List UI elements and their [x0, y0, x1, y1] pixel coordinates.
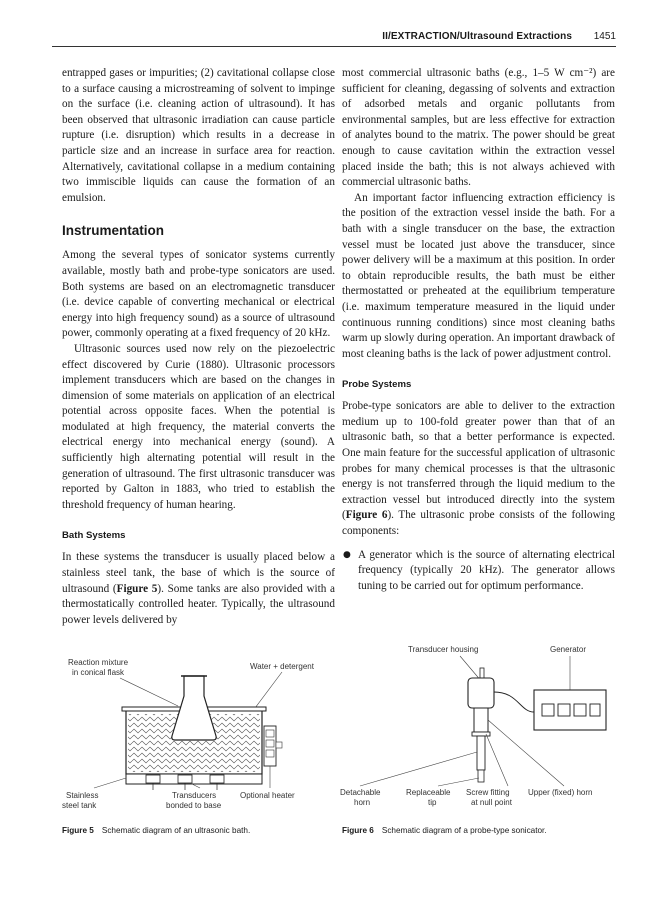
- bullet-icon: ●: [343, 549, 351, 560]
- label-null-point: at null point: [471, 798, 512, 807]
- running-title: II/EXTRACTION/Ultrasound Extractions: [382, 31, 572, 42]
- page-number: 1451: [593, 31, 616, 42]
- figure-5-caption-label: Figure 5: [62, 826, 94, 835]
- paragraph-continued: entrapped gases or impurities; (2) cavitational collapse close to a surface causing a microstreaming of solvent to impinge on the surface (i.e. cleaning action of ultrasound). It has been observed that ultrasonic irradiation can cause particle rupture (i.e. disruption) which results in a decrease in particle size and an increase in surface area for reaction. Alternatively, cavitational collapse in a medium containing two immiscible liquids can cause the formation of an emulsion.: [62, 67, 335, 204]
- figure-6-caption: [342, 826, 547, 835]
- figure-6-caption-text: Schematic diagram of a probe-type sonicator.: [381, 826, 547, 835]
- label-conical-flask: in conical flask: [72, 668, 125, 677]
- label-tip: tip: [428, 798, 437, 807]
- generator-display: [590, 704, 600, 716]
- generator-button: [542, 704, 554, 716]
- paragraph-bath-2: An important factor influencing extraction efficiency is the position of the extraction vessel inside the bath. For a bath with a single transducer on the base, the extraction vessel must be located just above the transducer, since power delivery will be a maximum at this position. In order to obtain reproducible results, the bath must be either thermostatted or preheated at the equilibrium temperature (i.e. maximum temperature measured in the liquid under continuous running conditions) since most cleaning baths warm up slowly during operation. An important drawback of most cleaning baths is the lack of power adjustment control.: [342, 191, 615, 360]
- paragraph-bath-continued: most commercial ultrasonic baths (e.g., 1–5 W cm⁻²) are sufficient for cleaning, degassing of solvents and extraction of adsorbed metals and organic pollutants from environmental samples, but are less effective for extraction of analytes bound to the matrix. The power should be great enough to cause cavitation within the extraction vessel placed inside the bath; this is not always achieved with commercial ultrasonic baths.: [342, 67, 615, 189]
- label-steel-tank: steel tank: [62, 801, 97, 810]
- housing-cap: [480, 668, 484, 678]
- label-detachable: Detachable: [340, 788, 381, 797]
- paragraph-instrumentation-2: Ultrasonic sources used now rely on the piezoelectric effect discovered by Curie (1880). Ultrasonic processors implement transducers which are based on the changes in dimension of some materials on application of an electrical potential across opposite faces. When the potential is modulated at high frequency, the material converts the electrical energy into mechanical energy (sound). A sufficiently high alternating potential will result in the generation of ultrasound. The first ultrasonic transducer was reported by Galton in 1883, who tried to establish the threshold frequency of human hearing.: [62, 342, 335, 511]
- label-bonded-to-base: bonded to base: [166, 801, 222, 810]
- text-run: ). The ultrasonic probe consists of the following components:: [342, 509, 615, 538]
- transducer: [178, 775, 192, 783]
- heater-connector: [276, 742, 282, 748]
- transducer-housing: [468, 678, 494, 708]
- text-run: Probe-type sonicators are able to deliver to the extraction medium up to 100-fold greater power than that of an ultrasonic bath, so that a better performance is expected. One main feature for the successful application of ultrasonic probes for many chemical processes is that the ultrasonic energy is not transferred through the liquid medium to the extraction vessel but introduced directly into the system (: [342, 400, 615, 522]
- transducer: [146, 775, 160, 783]
- subheading-probe-systems: Probe Systems: [342, 379, 412, 391]
- label-replaceable: Replaceable: [406, 788, 451, 797]
- text-run: ). Some tanks are also provided with a thermostatically controlled heater. Typically, the ultrasound power levels delivered by: [62, 582, 335, 626]
- heater-control: [266, 750, 274, 757]
- paragraph-probe-1: [342, 399, 615, 539]
- transducer: [210, 775, 224, 783]
- label-transducer-housing: Transducer housing: [408, 645, 479, 654]
- ultrasonic-bath-diagram: [60, 638, 340, 820]
- running-header: [0, 0, 668, 48]
- figure-5-reference[interactable]: Figure 5: [116, 582, 158, 595]
- detachable-horn: [477, 736, 485, 770]
- label-reaction-mixture: Reaction mixture: [68, 658, 129, 667]
- replaceable-tip: [478, 770, 484, 782]
- label-horn: horn: [354, 798, 371, 807]
- leader-line: [94, 778, 126, 788]
- probe-sonicator-diagram: [338, 638, 618, 820]
- figure-5-caption: [62, 826, 250, 835]
- paragraph-bath-1: [62, 550, 335, 628]
- label-optional-heater: Optional heater: [240, 791, 295, 800]
- subheading-bath-systems: Bath Systems: [62, 530, 126, 542]
- figure-5: [60, 638, 340, 820]
- figure-6-caption-label: Figure 6: [342, 826, 374, 835]
- left-column: [62, 66, 335, 628]
- figure-6-reference[interactable]: Figure 6: [345, 509, 388, 522]
- heater-control: [266, 740, 274, 747]
- screw-fitting: [472, 732, 490, 736]
- header-rule: [52, 46, 616, 47]
- right-column: [342, 66, 615, 594]
- label-screw-fitting: Screw fitting: [466, 788, 510, 797]
- probe-cable: [494, 692, 534, 712]
- leader-line: [438, 778, 479, 786]
- label-upper-fixed-horn: Upper (fixed) horn: [528, 788, 593, 797]
- figure-6: [338, 638, 618, 820]
- bullet-text: A generator which is the source of alternating electrical frequency (typically 20 kHz). The generator allows tuning to be carried out for optimum performance.: [358, 548, 615, 592]
- generator-button: [574, 704, 586, 716]
- text-run: In these systems the transducer is usually placed below a stainless steel tank, the base of which is the source of ultrasound (: [62, 551, 335, 595]
- label-transducers: Transducers: [172, 791, 217, 800]
- label-stainless: Stainless: [66, 791, 99, 800]
- section-heading-instrumentation: Instrumentation: [62, 223, 165, 239]
- leader-line: [360, 752, 477, 786]
- upper-fixed-horn: [474, 708, 488, 732]
- leader-line: [486, 734, 508, 786]
- heater-control: [266, 730, 274, 737]
- leader-line: [120, 678, 178, 706]
- label-water-detergent: Water + detergent: [250, 662, 314, 671]
- label-generator: Generator: [550, 645, 587, 654]
- generator-button: [558, 704, 570, 716]
- paragraph-instrumentation-1: Among the several types of sonicator systems currently available, mostly bath and probe-type sonicators are used. Both systems are based on an electromagnetic transducer (i.e. device capable of converting mechanical or electrical energy into high frequency sound) as a source of ultrasound power, commonly operating at a fixed frequency of 20 kHz.: [62, 249, 335, 340]
- figure-5-caption-text: Schematic diagram of an ultrasonic bath.: [101, 826, 251, 835]
- bullet-item-generator: [342, 548, 615, 595]
